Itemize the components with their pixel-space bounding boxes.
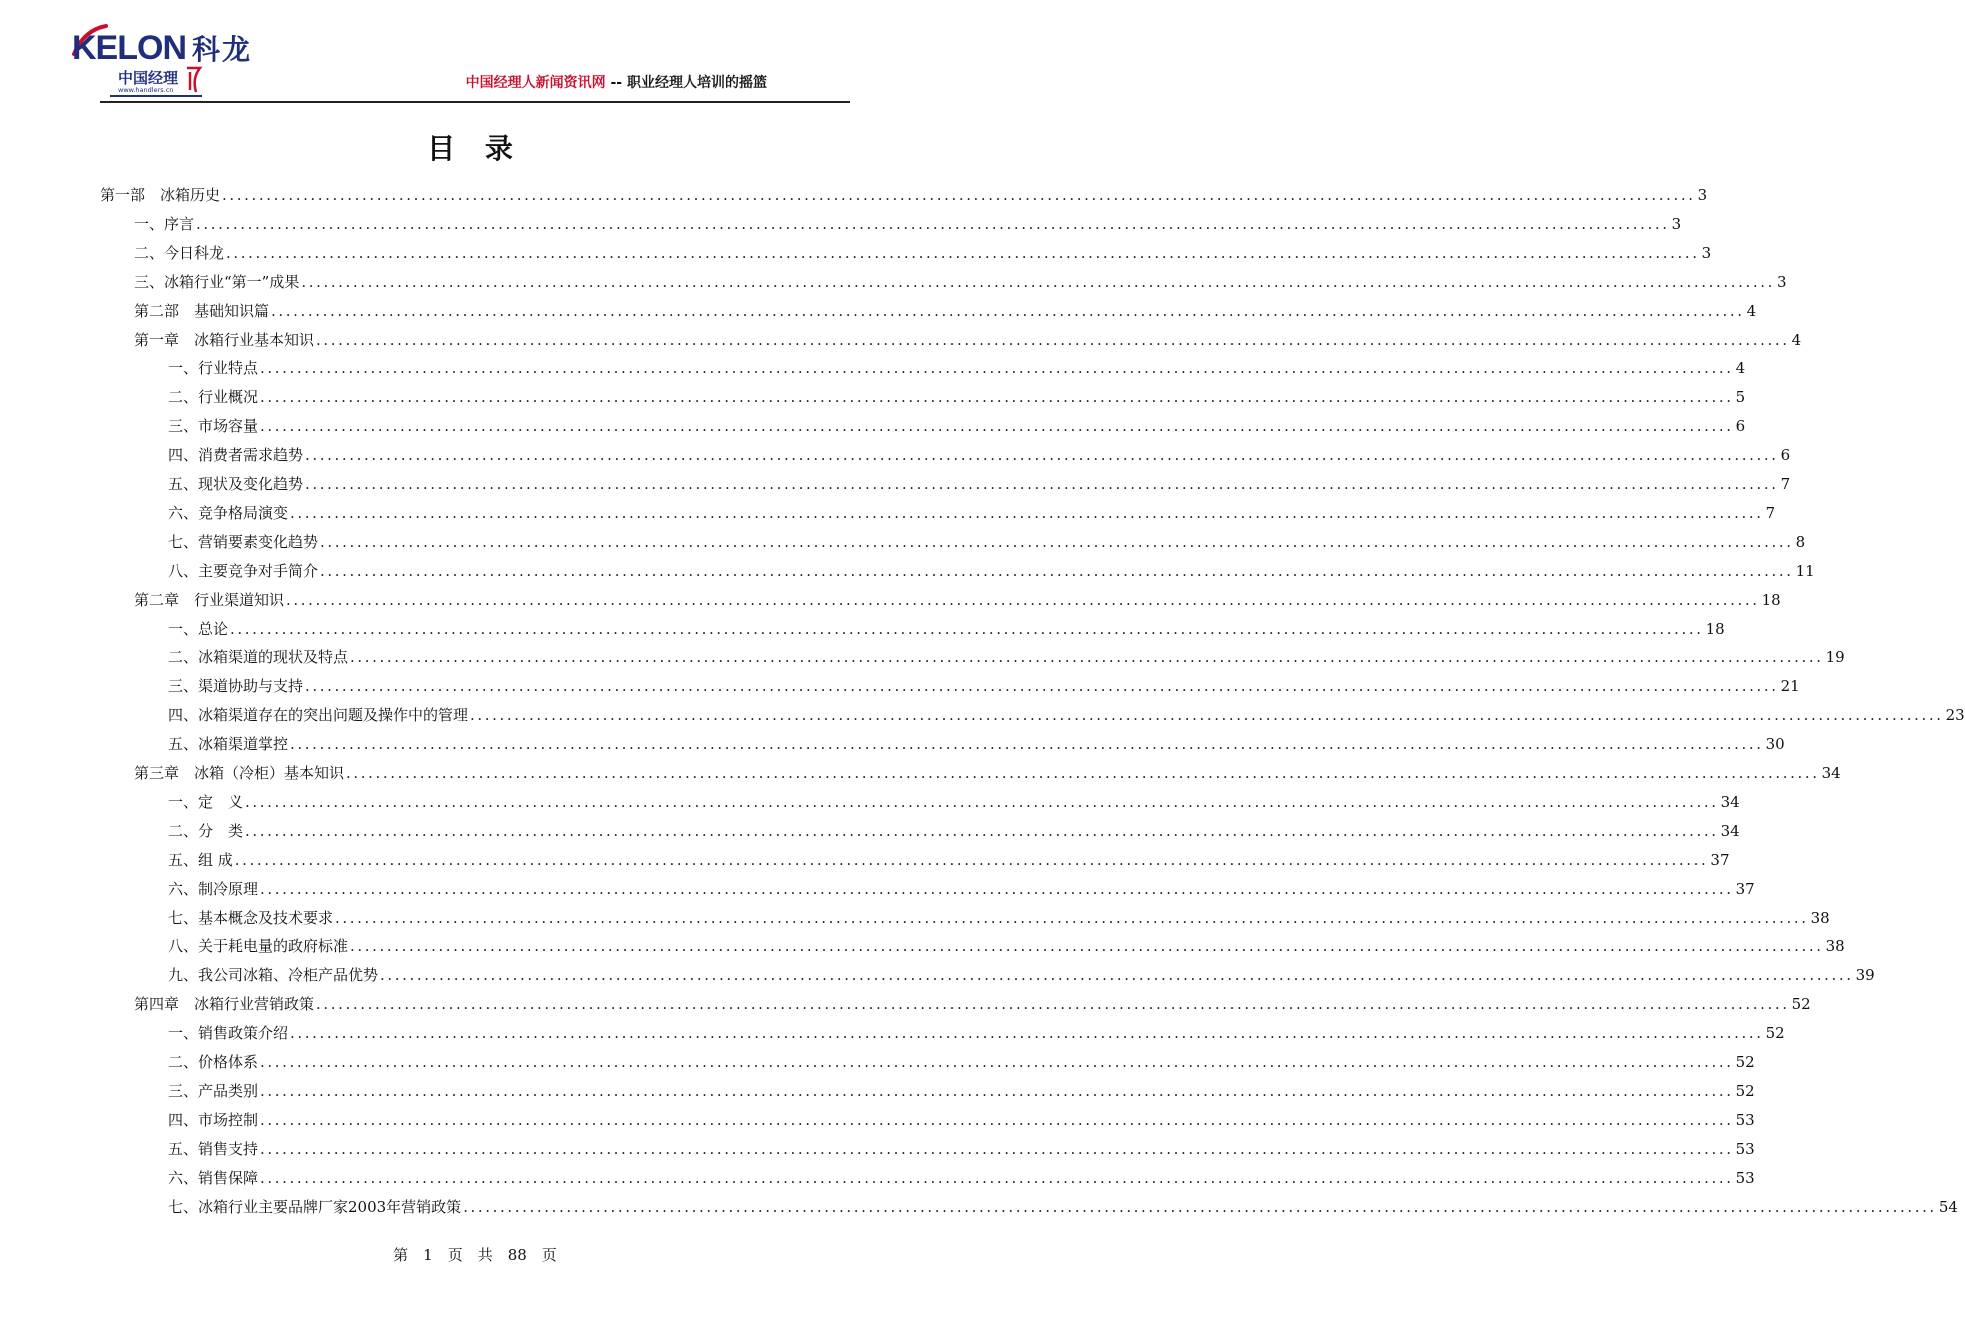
toc-entry-page: 11: [1795, 561, 1815, 580]
brand-name-cn: 科龙: [192, 34, 253, 65]
toc-entry-page: 37: [1735, 879, 1755, 898]
toc-entry-page: 7: [1780, 475, 1791, 493]
toc-leader-dots: ........................................................................................................................................................................................................: [320, 561, 1794, 580]
toc-entry-label: 六、销售保障: [168, 1168, 259, 1187]
toc-leader-dots: ........................................................................................................................................................................................................: [316, 995, 1790, 1014]
toc-entry[interactable]: [134, 268, 1787, 296]
toc-entry-label: 第一部 冰箱历史: [100, 186, 221, 204]
toc-entry[interactable]: [134, 990, 1811, 1018]
brand-name: KELON: [72, 29, 186, 67]
toc-leader-dots: ........................................................................................................................................................................................................: [346, 764, 1820, 782]
handlers-logo-text: 中国经理: [118, 69, 179, 87]
toc-leader-dots: ........................................................................................................................................................................................................: [260, 879, 1734, 898]
toc-leader-dots: ........................................................................................................................................................................................................: [271, 301, 1745, 320]
header-divider: [100, 101, 850, 103]
toc-entry-page: 4: [1735, 359, 1746, 378]
toc-entry-label: 第二章 行业渠道知识: [134, 590, 285, 609]
toc-entry[interactable]: [168, 961, 1875, 989]
toc-entry[interactable]: [134, 239, 1712, 267]
toc-entry[interactable]: [168, 1135, 1755, 1163]
toc-leader-dots: ........................................................................................................................................................................................................: [290, 1024, 1764, 1043]
page-title: 目 录: [427, 132, 523, 165]
toc-entry[interactable]: [134, 326, 1802, 354]
toc-leader-dots: ........................................................................................................................................................................................................: [230, 619, 1704, 638]
toc-entry-label: 一、销售政策介绍: [168, 1024, 289, 1043]
toc-entry-label: 第一章 冰箱行业基本知识: [134, 330, 315, 349]
toc-entry-page: 6: [1780, 446, 1791, 465]
toc-entry[interactable]: [168, 701, 1965, 729]
toc-leader-dots: ........................................................................................................................................................................................................: [316, 330, 1790, 349]
toc-entry[interactable]: [168, 499, 1776, 527]
toc-entry-page: 38: [1825, 937, 1845, 956]
toc-entry-label: 四、消费者需求趋势: [168, 446, 304, 465]
toc-entry-label: 三、产品类别: [168, 1081, 259, 1100]
toc-entry-label: 四、冰箱渠道存在的突出问题及操作中的管理: [168, 706, 469, 725]
toc-entry-label: 七、冰箱行业主要品牌厂家2003年营销政策: [168, 1197, 462, 1216]
toc-entry-label: 第三章 冰箱（冷柜）基本知识: [134, 764, 345, 782]
toc-entry-page: 38: [1810, 908, 1830, 927]
toc-entry[interactable]: [168, 412, 1746, 440]
toc-entry[interactable]: [168, 441, 1791, 469]
toc-entry[interactable]: [168, 528, 1806, 556]
toc-entry-page: 37: [1710, 850, 1730, 869]
toc-entry-label: 六、制冷原理: [168, 879, 259, 898]
toc-entry-page: 5: [1735, 388, 1746, 407]
toc-entry-page: 53: [1735, 1168, 1755, 1187]
page-header: [0, 0, 950, 110]
toc-leader-dots: ........................................................................................................................................................................................................: [463, 1197, 1937, 1216]
toc-entry[interactable]: [168, 1193, 1958, 1221]
toc-entry[interactable]: [168, 1019, 1785, 1047]
toc-entry-label: 第四章 冰箱行业营销政策: [134, 995, 315, 1014]
toc-leader-dots: ........................................................................................................................................................................................................: [226, 243, 1700, 262]
toc-entry[interactable]: [168, 1106, 1755, 1134]
toc-entry-page: 21: [1780, 677, 1800, 696]
toc-leader-dots: ........................................................................................................................................................................................................: [260, 1110, 1734, 1129]
toc-entry[interactable]: [168, 1077, 1755, 1105]
toc-entry[interactable]: [168, 817, 1740, 845]
toc-entry-label: 一、总论: [168, 619, 229, 638]
toc-entry-label: 三、渠道协助与支持: [168, 677, 304, 696]
toc-leader-dots: ........................................................................................................................................................................................................: [196, 214, 1670, 233]
toc-leader-dots: ........................................................................................................................................................................................................: [305, 475, 1779, 493]
toc-entry-page: 34: [1821, 764, 1841, 782]
toc-entry[interactable]: [134, 210, 1682, 238]
toc-entry[interactable]: [168, 904, 1830, 932]
toc-entry[interactable]: [168, 470, 1791, 498]
toc-leader-dots: ........................................................................................................................................................................................................: [305, 677, 1779, 696]
toc-entry-label: 一、行业特点: [168, 359, 259, 378]
toc-entry-page: 34: [1720, 792, 1740, 811]
toc-entry[interactable]: [134, 297, 1757, 325]
toc-entry-label: 五、现状及变化趋势: [168, 475, 304, 493]
toc-entry-page: 18: [1705, 619, 1725, 638]
toc-entry-page: 4: [1791, 330, 1802, 349]
kelon-logo: [72, 28, 252, 68]
toc-entry-page: 23: [1945, 706, 1965, 725]
toc-leader-dots: ........................................................................................................................................................................................................: [260, 359, 1734, 378]
toc-entry-page: 52: [1735, 1053, 1755, 1071]
toc-entry[interactable]: [168, 615, 1725, 643]
toc-entry-page: 3: [1697, 186, 1708, 204]
toc-leader-dots: ........................................................................................................................................................................................................: [290, 503, 1764, 522]
tagline-site-name: 中国经理人新闻资讯网: [465, 75, 606, 91]
toc-entry-label: 六、竞争格局演变: [168, 503, 289, 522]
toc-entry[interactable]: [168, 354, 1746, 382]
toc-leader-dots: ........................................................................................................................................................................................................: [245, 821, 1719, 840]
toc-entry[interactable]: [168, 1048, 1755, 1076]
toc-entry-label: 七、营销要素变化趋势: [168, 532, 319, 551]
toc-entry-page: 3: [1776, 272, 1787, 291]
toc-entry[interactable]: [168, 383, 1746, 411]
toc-entry-page: 4: [1746, 301, 1757, 320]
toc-leader-dots: ........................................................................................................................................................................................................: [260, 388, 1734, 407]
page-footer: 第 1 页 共 88 页: [393, 1246, 557, 1264]
header-tagline: [466, 72, 767, 92]
toc-entry-label: 一、定 义: [168, 792, 244, 811]
toc-leader-dots: ........................................................................................................................................................................................................: [350, 648, 1824, 667]
toc-leader-dots: ........................................................................................................................................................................................................: [260, 417, 1734, 436]
toc-entry-page: 52: [1735, 1081, 1755, 1100]
toc-leader-dots: ........................................................................................................................................................................................................: [260, 1139, 1734, 1158]
toc-leader-dots: ........................................................................................................................................................................................................: [380, 966, 1854, 985]
toc-entry-page: 19: [1825, 648, 1845, 667]
toc-entry-label: 二、价格体系: [168, 1053, 259, 1071]
toc-entry-page: 7: [1765, 503, 1776, 522]
toc-leader-dots: ........................................................................................................................................................................................................: [245, 792, 1719, 811]
toc-entry-label: 四、市场控制: [168, 1110, 259, 1129]
toc-entry-page: 30: [1765, 735, 1785, 754]
toc-entry[interactable]: [100, 181, 1708, 209]
toc-entry-label: 五、冰箱渠道掌控: [168, 735, 289, 754]
toc-leader-dots: ........................................................................................................................................................................................................: [335, 908, 1809, 927]
toc-entry[interactable]: [168, 1164, 1755, 1192]
toc-leader-dots: ........................................................................................................................................................................................................: [222, 186, 1696, 204]
toc-entry-label: 九、我公司冰箱、冷柜产品优势: [168, 966, 379, 985]
toc-entry-page: 3: [1671, 214, 1682, 233]
toc-leader-dots: ........................................................................................................................................................................................................: [301, 272, 1775, 291]
logo-underline: [110, 95, 202, 97]
toc-leader-dots: ........................................................................................................................................................................................................: [350, 937, 1824, 956]
toc-entry-page: 6: [1735, 417, 1746, 436]
toc-leader-dots: ........................................................................................................................................................................................................: [260, 1081, 1734, 1100]
toc-entry-page: 53: [1735, 1110, 1755, 1129]
toc-entry-page: 34: [1720, 821, 1740, 840]
toc-entry-label: 三、市场容量: [168, 417, 259, 436]
toc-entry-page: 53: [1735, 1139, 1755, 1158]
toc-entry-page: 18: [1761, 590, 1781, 609]
toc-leader-dots: ........................................................................................................................................................................................................: [290, 735, 1764, 754]
toc-entry-label: 三、冰箱行业“第一”成果: [134, 272, 300, 291]
toc-entry[interactable]: [134, 586, 1781, 614]
toc-entry-label: 二、冰箱渠道的现状及特点: [168, 648, 349, 667]
toc-entry-page: 52: [1791, 995, 1811, 1014]
toc-entry-label: 五、销售支持: [168, 1139, 259, 1158]
toc-entry-label: 二、分 类: [168, 821, 244, 840]
toc-entry[interactable]: [134, 759, 1841, 787]
handlers-logo-mark-icon: [184, 64, 204, 94]
toc-entry[interactable]: [168, 846, 1730, 874]
toc-leader-dots: ........................................................................................................................................................................................................: [320, 532, 1794, 551]
toc-entry-label: 二、行业概况: [168, 388, 259, 407]
toc-entry-page: 54: [1938, 1197, 1958, 1216]
toc-entry[interactable]: [168, 875, 1755, 903]
toc-leader-dots: ........................................................................................................................................................................................................: [260, 1168, 1734, 1187]
tagline-separator: --: [610, 75, 623, 91]
toc-entry[interactable]: [168, 672, 1800, 700]
toc-entry-page: 52: [1765, 1024, 1785, 1043]
toc-entry-label: 二、今日科龙: [134, 243, 225, 262]
toc-entry[interactable]: [168, 730, 1785, 758]
toc-entry-label: 一、序言: [134, 214, 195, 233]
toc-leader-dots: ........................................................................................................................................................................................................: [234, 850, 1709, 869]
toc-entry[interactable]: [168, 932, 1845, 960]
toc-entry-page: 3: [1701, 243, 1712, 262]
toc-entry-label: 第二部 基础知识篇: [134, 301, 270, 320]
toc-entry[interactable]: [168, 788, 1740, 816]
toc-leader-dots: ........................................................................................................................................................................................................: [286, 590, 1760, 609]
toc-entry-page: 39: [1855, 966, 1875, 985]
toc-entry[interactable]: [168, 557, 1815, 585]
toc-leader-dots: ........................................................................................................................................................................................................: [470, 706, 1944, 725]
toc-leader-dots: ........................................................................................................................................................................................................: [260, 1053, 1734, 1071]
toc-entry-label: 七、基本概念及技术要求: [168, 908, 334, 927]
toc-entry-page: 8: [1795, 532, 1806, 551]
toc-entry-label: 八、关于耗电量的政府标准: [168, 937, 349, 956]
toc-entry-label: 五、组 成: [168, 850, 233, 869]
toc-entry-label: 八、主要竞争对手简介: [168, 561, 319, 580]
toc-leader-dots: ........................................................................................................................................................................................................: [305, 446, 1779, 465]
tagline-slogan: 职业经理人培训的摇篮: [627, 75, 767, 91]
handlers-url: www.handlers.cn: [118, 86, 174, 94]
toc-entry[interactable]: [168, 643, 1845, 671]
